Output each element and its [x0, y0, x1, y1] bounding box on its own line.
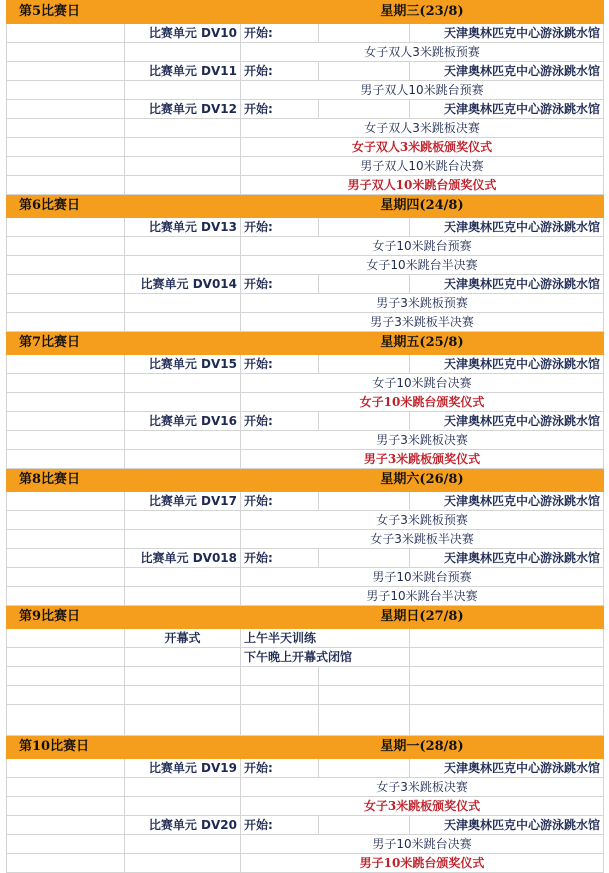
- start-label: 开始:: [241, 24, 319, 43]
- empty-cell: [125, 648, 241, 667]
- empty-cell: [7, 648, 125, 667]
- ceremony-row: [7, 648, 604, 667]
- medal-ceremony-name: 女子10米跳台颁奖仪式: [241, 393, 604, 412]
- empty-cell: [7, 237, 125, 256]
- empty-cell: [7, 759, 125, 778]
- empty-cell: [319, 412, 410, 431]
- empty-cell: [319, 759, 410, 778]
- empty-cell: [125, 313, 241, 332]
- day-header-row: [7, 606, 604, 629]
- empty-cell: [410, 705, 604, 736]
- event-row: [7, 374, 604, 393]
- session-unit: 比赛单元 DV20: [125, 816, 241, 835]
- start-label: 开始:: [241, 759, 319, 778]
- session-row: [7, 24, 604, 43]
- venue-name: 天津奥林匹克中心游泳跳水馆: [410, 492, 604, 511]
- event-row: [7, 119, 604, 138]
- empty-cell: [319, 667, 410, 686]
- empty-cell: [7, 450, 125, 469]
- empty-cell: [125, 256, 241, 275]
- empty-cell: [241, 705, 319, 736]
- session-row: [7, 355, 604, 374]
- event-name: 男子双人10米跳台预赛: [241, 81, 604, 100]
- day-date: 星期日(27/8): [241, 606, 604, 629]
- session-row: [7, 816, 604, 835]
- empty-cell: [125, 568, 241, 587]
- blank-row: [7, 667, 604, 686]
- start-label: 开始:: [241, 355, 319, 374]
- venue-name: 天津奥林匹克中心游泳跳水馆: [410, 100, 604, 119]
- empty-cell: [319, 275, 410, 294]
- day-label: 第9比赛日: [7, 606, 241, 629]
- event-row: [7, 568, 604, 587]
- event-name: 女子10米跳台半决赛: [241, 256, 604, 275]
- day-label: 第6比赛日: [7, 195, 241, 218]
- empty-cell: [125, 294, 241, 313]
- event-name: 女子双人3米跳板预赛: [241, 43, 604, 62]
- empty-cell: [319, 492, 410, 511]
- venue-name: 天津奥林匹克中心游泳跳水馆: [410, 816, 604, 835]
- day-date: 星期四(24/8): [241, 195, 604, 218]
- empty-cell: [319, 24, 410, 43]
- empty-cell: [7, 568, 125, 587]
- start-label: 开始:: [241, 492, 319, 511]
- empty-cell: [7, 549, 125, 568]
- medal-ceremony-name: 男子3米跳板颁奖仪式: [241, 450, 604, 469]
- event-name: 男子双人10米跳台决赛: [241, 157, 604, 176]
- session-row: [7, 759, 604, 778]
- empty-cell: [7, 629, 125, 648]
- event-row: [7, 835, 604, 854]
- empty-cell: [7, 854, 125, 873]
- event-row: [7, 530, 604, 549]
- start-label: 开始:: [241, 275, 319, 294]
- medal-ceremony-name: 女子3米跳板颁奖仪式: [241, 797, 604, 816]
- empty-cell: [7, 778, 125, 797]
- session-unit: 比赛单元 DV10: [125, 24, 241, 43]
- session-row: [7, 218, 604, 237]
- event-name: 女子10米跳台预赛: [241, 237, 604, 256]
- day-date: 星期三(23/8): [241, 1, 604, 24]
- session-row: [7, 412, 604, 431]
- empty-cell: [7, 393, 125, 412]
- empty-cell: [7, 218, 125, 237]
- session-unit: 比赛单元 DV018: [125, 549, 241, 568]
- event-row: [7, 81, 604, 100]
- session-row: [7, 62, 604, 81]
- empty-cell: [7, 157, 125, 176]
- empty-cell: [125, 393, 241, 412]
- empty-cell: [7, 667, 125, 686]
- blank-row: [7, 705, 604, 736]
- event-row: [7, 237, 604, 256]
- venue-name: 天津奥林匹克中心游泳跳水馆: [410, 759, 604, 778]
- session-unit: 比赛单元 DV13: [125, 218, 241, 237]
- start-label: 开始:: [241, 549, 319, 568]
- venue-name: 天津奥林匹克中心游泳跳水馆: [410, 24, 604, 43]
- empty-cell: [125, 511, 241, 530]
- session-unit: 比赛单元 DV19: [125, 759, 241, 778]
- event-row: [7, 587, 604, 606]
- empty-cell: [125, 835, 241, 854]
- event-name: 男子10米跳台预赛: [241, 568, 604, 587]
- medal-ceremony-row: [7, 797, 604, 816]
- medal-ceremony-row: [7, 393, 604, 412]
- empty-cell: [410, 629, 604, 648]
- venue-name: 天津奥林匹克中心游泳跳水馆: [410, 62, 604, 81]
- empty-cell: [7, 138, 125, 157]
- session-row: [7, 100, 604, 119]
- day-label: 第5比赛日: [7, 1, 241, 24]
- event-row: [7, 511, 604, 530]
- session-unit: 比赛单元 DV16: [125, 412, 241, 431]
- empty-cell: [7, 686, 125, 705]
- empty-cell: [125, 138, 241, 157]
- empty-cell: [7, 43, 125, 62]
- empty-cell: [7, 816, 125, 835]
- empty-cell: [125, 778, 241, 797]
- empty-cell: [125, 797, 241, 816]
- session-row: [7, 275, 604, 294]
- empty-cell: [7, 62, 125, 81]
- event-row: [7, 256, 604, 275]
- event-name: 女子3米跳板半决赛: [241, 530, 604, 549]
- medal-ceremony-row: [7, 450, 604, 469]
- empty-cell: [7, 530, 125, 549]
- day-label: 第10比赛日: [7, 736, 241, 759]
- session-unit: 比赛单元 DV17: [125, 492, 241, 511]
- empty-cell: [7, 275, 125, 294]
- session-row: [7, 492, 604, 511]
- event-row: [7, 43, 604, 62]
- empty-cell: [319, 218, 410, 237]
- empty-cell: [410, 686, 604, 705]
- session-row: [7, 549, 604, 568]
- empty-cell: [7, 100, 125, 119]
- empty-cell: [125, 43, 241, 62]
- empty-cell: [7, 81, 125, 100]
- medal-ceremony-row: [7, 176, 604, 195]
- venue-name: 天津奥林匹克中心游泳跳水馆: [410, 218, 604, 237]
- event-name: 女子双人3米跳板决赛: [241, 119, 604, 138]
- day-label: 第8比赛日: [7, 469, 241, 492]
- ceremony-name: 开幕式: [125, 629, 241, 648]
- empty-cell: [125, 237, 241, 256]
- medal-ceremony-name: 男子双人10米跳台颁奖仪式: [241, 176, 604, 195]
- event-row: [7, 778, 604, 797]
- ceremony-activity: 下午晚上开幕式闭馆: [241, 648, 410, 667]
- day-header-row: [7, 195, 604, 218]
- medal-ceremony-row: [7, 854, 604, 873]
- empty-cell: [7, 587, 125, 606]
- day-header-row: [7, 736, 604, 759]
- empty-cell: [7, 256, 125, 275]
- medal-ceremony-name: 女子双人3米跳板颁奖仪式: [241, 138, 604, 157]
- empty-cell: [7, 431, 125, 450]
- venue-name: 天津奥林匹克中心游泳跳水馆: [410, 549, 604, 568]
- session-unit: 比赛单元 DV014: [125, 275, 241, 294]
- venue-name: 天津奥林匹克中心游泳跳水馆: [410, 412, 604, 431]
- empty-cell: [7, 176, 125, 195]
- empty-cell: [125, 705, 241, 736]
- empty-cell: [7, 705, 125, 736]
- empty-cell: [7, 119, 125, 138]
- start-label: 开始:: [241, 816, 319, 835]
- blank-row: [7, 686, 604, 705]
- empty-cell: [319, 62, 410, 81]
- empty-cell: [410, 648, 604, 667]
- session-unit: 比赛单元 DV15: [125, 355, 241, 374]
- venue-name: 天津奥林匹克中心游泳跳水馆: [410, 275, 604, 294]
- start-label: 开始:: [241, 62, 319, 81]
- empty-cell: [7, 374, 125, 393]
- empty-cell: [319, 355, 410, 374]
- empty-cell: [125, 686, 241, 705]
- empty-cell: [7, 835, 125, 854]
- venue-name: 天津奥林匹克中心游泳跳水馆: [410, 355, 604, 374]
- event-name: 女子10米跳台决赛: [241, 374, 604, 393]
- day-date: 星期一(28/8): [241, 736, 604, 759]
- day-date: 星期六(26/8): [241, 469, 604, 492]
- empty-cell: [7, 511, 125, 530]
- ceremony-row: [7, 629, 604, 648]
- ceremony-activity: 上午半天训练: [241, 629, 410, 648]
- empty-cell: [125, 667, 241, 686]
- session-unit: 比赛单元 DV12: [125, 100, 241, 119]
- empty-cell: [7, 313, 125, 332]
- event-name: 男子3米跳板预赛: [241, 294, 604, 313]
- empty-cell: [7, 492, 125, 511]
- empty-cell: [125, 176, 241, 195]
- event-row: [7, 294, 604, 313]
- session-unit: 比赛单元 DV11: [125, 62, 241, 81]
- empty-cell: [125, 81, 241, 100]
- empty-cell: [241, 686, 319, 705]
- day-header-row: [7, 1, 604, 24]
- empty-cell: [319, 816, 410, 835]
- empty-cell: [7, 294, 125, 313]
- empty-cell: [7, 355, 125, 374]
- empty-cell: [125, 587, 241, 606]
- day-header-row: [7, 332, 604, 355]
- medal-ceremony-row: [7, 138, 604, 157]
- event-name: 男子10米跳台决赛: [241, 835, 604, 854]
- empty-cell: [319, 549, 410, 568]
- event-name: 女子3米跳板决赛: [241, 778, 604, 797]
- empty-cell: [7, 797, 125, 816]
- event-name: 男子10米跳台半决赛: [241, 587, 604, 606]
- start-label: 开始:: [241, 412, 319, 431]
- empty-cell: [319, 705, 410, 736]
- event-row: [7, 313, 604, 332]
- empty-cell: [410, 667, 604, 686]
- event-row: [7, 431, 604, 450]
- day-label: 第7比赛日: [7, 332, 241, 355]
- empty-cell: [125, 374, 241, 393]
- empty-cell: [125, 530, 241, 549]
- medal-ceremony-name: 男子10米跳台颁奖仪式: [241, 854, 604, 873]
- empty-cell: [125, 431, 241, 450]
- day-header-row: [7, 469, 604, 492]
- empty-cell: [7, 24, 125, 43]
- empty-cell: [125, 119, 241, 138]
- event-row: [7, 157, 604, 176]
- event-name: 女子3米跳板预赛: [241, 511, 604, 530]
- empty-cell: [125, 157, 241, 176]
- empty-cell: [319, 686, 410, 705]
- event-name: 男子3米跳板半决赛: [241, 313, 604, 332]
- empty-cell: [7, 412, 125, 431]
- day-date: 星期五(25/8): [241, 332, 604, 355]
- event-name: 男子3米跳板决赛: [241, 431, 604, 450]
- empty-cell: [241, 667, 319, 686]
- start-label: 开始:: [241, 100, 319, 119]
- empty-cell: [319, 100, 410, 119]
- schedule-table: [6, 0, 604, 873]
- start-label: 开始:: [241, 218, 319, 237]
- empty-cell: [125, 854, 241, 873]
- empty-cell: [125, 450, 241, 469]
